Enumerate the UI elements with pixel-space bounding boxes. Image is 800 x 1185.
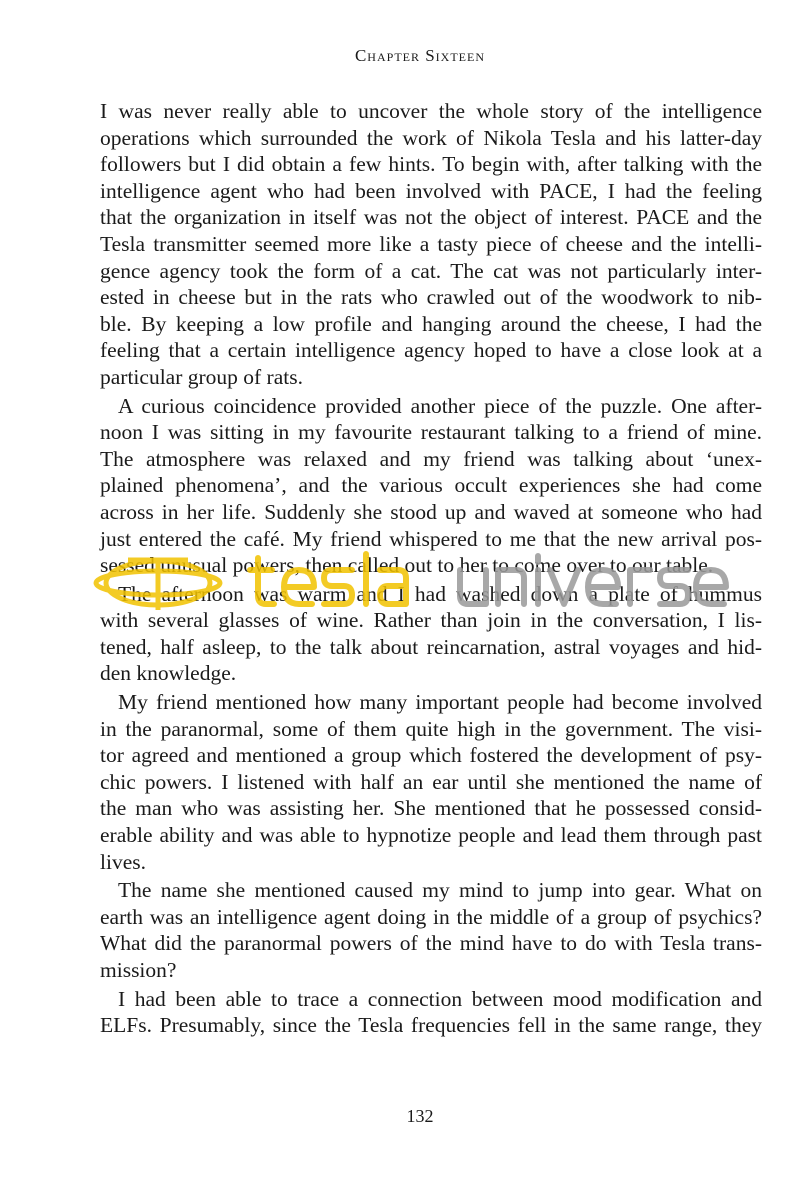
text-line: sessed unusual powers, then called out to her to come over to our table. [100,553,714,578]
text-line: ELFs. Presumably, since the Tesla frequencies fell in the same range, they [100,1013,762,1038]
text-line: particular group of rats. [100,364,303,389]
text-line: I had been able to trace a connection between mood modification and [118,986,762,1011]
text-line: The atmosphere was relaxed and my friend was talking about ‘unex- [100,446,762,471]
text-line: operations which surrounded the work of Nikola Tesla and his latter-day [100,125,762,150]
text-line: plained phenomena’, and the various occult experiences she had come [100,473,762,498]
text-line: I was never really able to uncover the whole story of the intelligence [100,99,762,123]
text-line: lives. [100,849,146,874]
text-line: just entered the café. My friend whispered to me that the new arrival pos- [100,526,762,551]
text-line: ested in cheese but in the rats who crawled out of the woodwork to nib- [100,285,762,310]
text-line: followers but I did obtain a few hints. To begin with, after talking with the [100,152,762,177]
text-line: that the organization in itself was not the object of interest. PACE and the [100,205,762,230]
paragraph [100,393,762,579]
text-line: feeling that a certain intelligence agency hoped to have a close look at a [100,338,762,363]
text-line: A curious coincidence provided another piece of the puzzle. One after- [118,393,762,418]
text-line: erable ability and was able to hypnotize people and lead them through past [100,823,762,848]
text-line: tened, half asleep, to the talk about reincarnation, astral voyages and hid- [100,634,762,659]
text-line: The afternoon was warm and I had washed down a plate of hummus [118,581,762,606]
body-text [100,96,762,1039]
text-line: the man who was assisting her. She mentioned that he possessed consid- [100,796,762,821]
page-number: 132 [406,1106,434,1126]
text-line: earth was an intelligence agent doing in the middle of a group of psychics? [100,904,762,929]
text-line: tor agreed and mentioned a group which fostered the development of psy- [100,743,762,768]
text-line: The name she mentioned caused my mind to jump into gear. What on [118,878,762,903]
running-head: Chapter Sixteen [354,46,486,65]
text-line: chic powers. I listened with half an ear until she mentioned the name of [100,769,762,794]
paragraph [100,877,762,983]
text-line: with several glasses of wine. Rather than join in the conversation, I lis- [100,608,762,633]
text-line: mission? [100,958,177,982]
text-line: Tesla transmitter seemed more like a tasty piece of cheese and the intelli- [100,231,762,256]
paragraph [100,98,762,391]
paragraph [100,689,762,875]
text-line: in the paranormal, some of them quite high in the government. The visi- [100,716,762,741]
text-line: ble. By keeping a low profile and hanging around the cheese, I had the [100,311,762,336]
text-line: noon I was sitting in my favourite restaurant talking to a friend of mine. [100,420,762,445]
paragraph [100,986,762,1039]
text-line: gence agency took the form of a cat. The cat was not particularly inter- [100,258,762,283]
text-line: My friend mentioned how many important people had become involved [118,690,762,715]
text-line: What did the paranormal powers of the mind have to do with Tesla trans- [100,931,762,956]
text-line: intelligence agent who had been involved with PACE, I had the feeling [100,178,762,203]
text-line: across in her life. Suddenly she stood up and waved at someone who had [100,499,762,524]
paragraph [100,581,762,687]
text-line: den knowledge. [100,661,237,686]
